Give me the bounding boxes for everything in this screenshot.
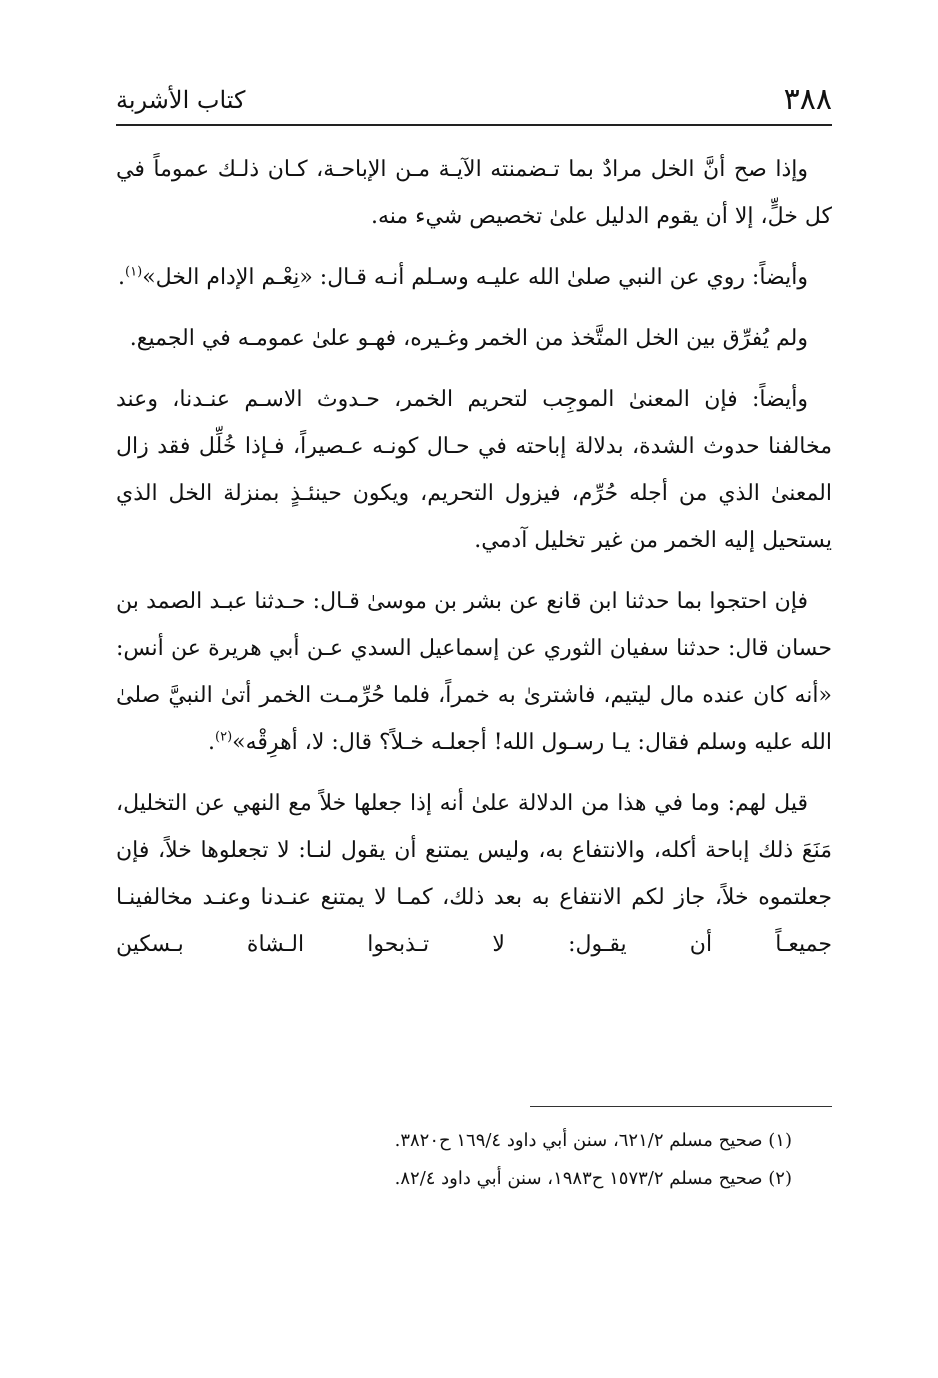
paragraph: ولم يُفرِّق بين الخل المتَّخذ من الخمر وغـيره، فهـو علىٰ عمومـه في الجميع. (129, 326, 808, 351)
header-rule (116, 124, 832, 126)
footnote: (١) صحيح مسلم ٦٢١/٢، سنن أبي داود ١٦٩/٤ ح٣٨٢٠. (394, 1130, 792, 1151)
running-title: كتاب الأشربة (116, 86, 246, 114)
page-number: ٣٨٨ (783, 82, 832, 117)
paragraph: وأيضاً: روي عن النبي صلىٰ الله عليـه وسـلم أنـه قـال: «نِعْـم الإدام الخل»$^{(١)}$. (118, 264, 808, 290)
footnote: (٢) صحيح مسلم ١٥٧٣/٢ ح١٩٨٣، سنن أبي داود ٨٢/٤. (394, 1168, 792, 1189)
footnote-rule (530, 1106, 832, 1107)
body-text (116, 146, 832, 982)
page-header (116, 80, 832, 120)
footnotes (116, 1122, 792, 1198)
paragraph: قيل لهم: وما في هذا من الدلالة علىٰ أنه إذا جعلها خلاً مع النهي عن التخليل، مَنَعَ ذلك إباحة أكله، والانتفاع به، وليس يمتنع أن يقول لنـا: لا تجعلوها خلاً، فإن جعلتموه خلاً، جاز لكم الانتفاع به بعد ذلك، كمـا لا يمتنع عنـدنا وعنـد مخالفينـا جميعـاً أن يقـول: لا تـذبحوا الـشاة بـسكين (116, 791, 832, 957)
paragraph: وأيضاً: فإن المعنىٰ الموجِب لتحريم الخمر، حـدوث الاسـم عنـدنا، وعند مخالفنا حدوث الشدة، بدلالة إباحته في حـال كونـه عـصيراً، فـإذا خُلِّل فقد زال المعنىٰ الذي من أجله حُرِّم، فيزول التحريم، ويكون حينئـذٍ بمنزلة الخل الذي يستحيل إليه الخمر من غير تخليل آدمي. (116, 387, 832, 553)
paragraph: فإن احتجوا بما حدثنا ابن قانع عن بشر بن موسىٰ قـال: حـدثنا عبـد الصمد بن حسان قال: حدثنا سفيان الثوري عن إسماعيل السدي عـن أبي هريرة عن أنس: «أنه كان عنده مال ليتيم، فاشترىٰ به خمراً، فلما حُرِّمـت الخمر أتىٰ النبيَّ صلىٰ الله عليه وسلم فقال: يـا رسـول الله! أجعلـه خـلاً؟ قال: لا، أهرِقْه»$^{(٢)}$. (116, 589, 832, 755)
footnote-marker: (١) (125, 264, 143, 280)
footnote-marker: (٢) (215, 729, 233, 745)
paragraph: وإذا صح أنَّ الخل مرادٌ بما تـضمنته الآيـة مـن الإباحـة، كـان ذلـك عموماً في كل خلٍّ، إلا أن يقوم الدليل علىٰ تخصيص شيء منه. (116, 157, 832, 229)
